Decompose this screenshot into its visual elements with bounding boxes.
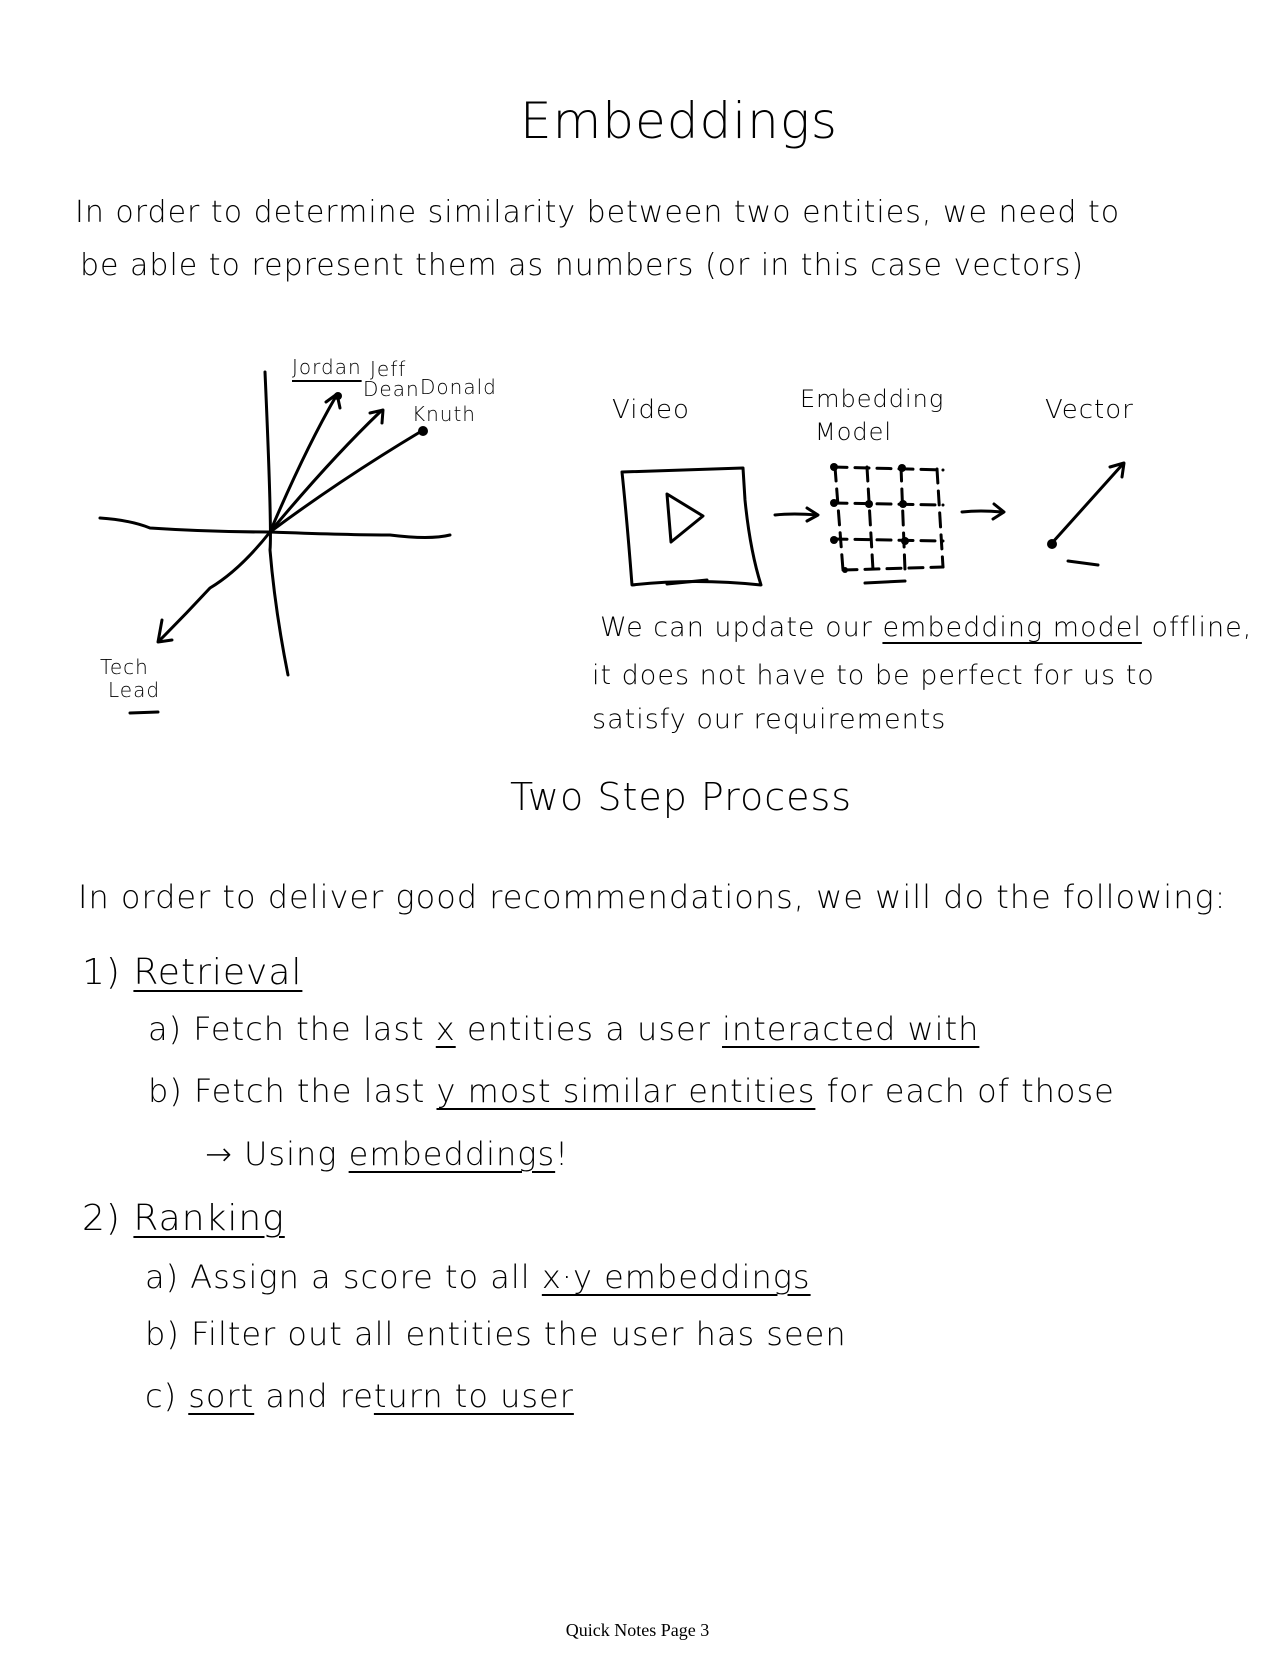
step-name: Ranking (133, 1198, 285, 1239)
model-note-text: offline, (1141, 612, 1253, 643)
item-text: for each of those (815, 1072, 1115, 1110)
neural-grid-icon (825, 455, 955, 585)
page-title: Embeddings (520, 92, 838, 150)
step-1b (148, 1072, 1115, 1110)
note-underlined: embeddings (348, 1135, 556, 1173)
page-footer: Quick Notes Page 3 (565, 1620, 710, 1640)
intro-line-2: be able to represent them as numbers (or in this case vectors) (80, 248, 1085, 283)
item-underlined: interacted with (722, 1010, 980, 1048)
model-note-underlined: embedding model (882, 612, 1142, 643)
item-text: Fetch the last (193, 1072, 437, 1110)
item-text: Assign a score to all (190, 1258, 542, 1296)
item-marker: b) (145, 1315, 180, 1353)
item-underlined: y most similar entities (436, 1072, 816, 1110)
intro-line-1: In order to determine similarity between two entities, we need to (75, 195, 1121, 230)
step-2b (145, 1315, 847, 1353)
label-knuth: Knuth (412, 402, 476, 426)
step-number: 2) (82, 1198, 121, 1239)
label-jeff: Jeff (370, 357, 407, 381)
label-lead: Lead (108, 678, 161, 702)
step-name: Retrieval (133, 952, 303, 993)
label-dean: Dean (363, 377, 420, 401)
item-underlined: sort (188, 1377, 255, 1415)
item-text: Filter out all entities the user has seen (190, 1315, 847, 1353)
step-2a (145, 1258, 811, 1296)
note-text: Using (243, 1135, 349, 1173)
item-marker: b) (148, 1072, 183, 1110)
label-tech: Tech (100, 655, 149, 679)
label-vector: Vector (1045, 395, 1134, 425)
label-donald: Donald (420, 375, 497, 399)
step-2-heading (82, 1198, 285, 1239)
step-1-note (205, 1135, 569, 1173)
model-note-line-1 (600, 612, 1252, 643)
model-note-text: We can update our (600, 612, 883, 643)
section-title-two-step-process: Two Step Process (510, 775, 853, 819)
label-embedding: Embedding (800, 385, 945, 413)
label-jordan: Jordan (292, 355, 362, 379)
step-1a (148, 1010, 979, 1048)
step-1-heading (82, 952, 302, 993)
step-number: 1) (82, 952, 121, 993)
item-marker: a) (148, 1010, 183, 1048)
video-play-icon (615, 460, 775, 600)
item-underlined: turn to user (373, 1377, 574, 1415)
label-video: Video (612, 395, 690, 425)
arrow-right-icon (960, 500, 1010, 524)
item-marker: a) (145, 1258, 180, 1296)
item-text: entities a user (455, 1010, 723, 1048)
step-2c (145, 1377, 574, 1415)
label-model: Model (815, 418, 893, 446)
underline-mark-icon (128, 710, 168, 716)
item-underlined: x·y embeddings (541, 1258, 811, 1296)
item-marker: c) (145, 1377, 178, 1415)
vector-arrow-icon (1040, 455, 1130, 575)
variable-x: x (435, 1010, 456, 1048)
model-note-line-2: it does not have to be perfect for us to (592, 660, 1155, 691)
section-intro: In order to deliver good recommendations, we will do the following: (78, 878, 1227, 916)
arrow-right-icon (773, 505, 823, 525)
arrow-right-icon: → (205, 1135, 233, 1173)
note-text: ! (555, 1135, 569, 1173)
model-note-line-3: satisfy our requirements (592, 704, 947, 735)
item-text: Fetch the last (193, 1010, 436, 1048)
item-text: and re (254, 1377, 374, 1415)
